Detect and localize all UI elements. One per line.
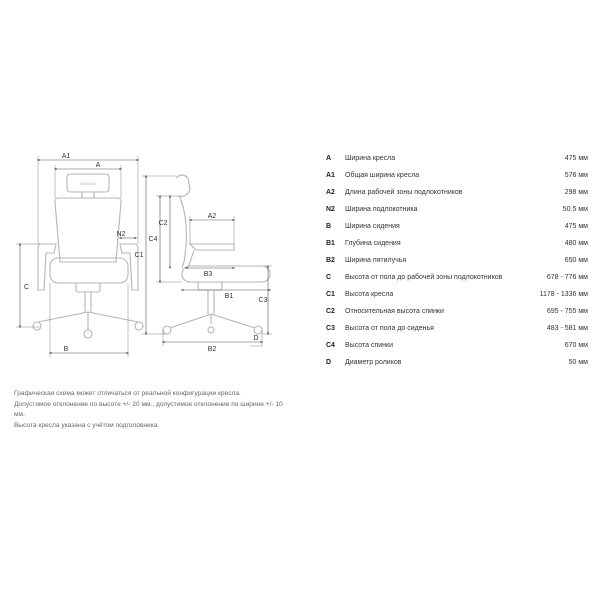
dim-label-A: A: [95, 162, 101, 169]
spec-value: 670 мм: [564, 342, 588, 349]
dim-label-C3: C3: [258, 297, 268, 304]
spec-row: [326, 337, 588, 354]
spec-code: C2: [326, 308, 335, 315]
side-headrest: [176, 175, 190, 196]
note-text: Графическая схема может отличаться от реальной конфигурации кресла.: [14, 390, 241, 397]
front-view-dimensions: [16, 156, 138, 357]
spec-row: [326, 218, 588, 235]
dim-label-C2: C2: [158, 220, 168, 227]
dim-label-D: D: [253, 335, 259, 342]
spec-row: [326, 235, 588, 252]
spec-row: [326, 167, 588, 184]
spec-code: C1: [326, 291, 335, 298]
side-seat: [182, 266, 270, 282]
front-backrest: [55, 198, 121, 262]
spec-value: 50.5 мм: [562, 206, 588, 213]
spec-code: D: [326, 359, 332, 366]
spec-name: Высота спинки: [345, 342, 394, 349]
spec-name: Глубина сидения: [345, 240, 401, 247]
dim-label-C4: C4: [148, 236, 158, 243]
spec-code: A1: [326, 172, 335, 179]
spec-row: [326, 150, 588, 167]
spec-code: C3: [326, 325, 335, 332]
dim-label-B1: B1: [224, 293, 234, 300]
note-text: Допустимое отклонение по высоте +/- 20 мм., допустимое отклонение по ширине +/- 10 мм.: [14, 400, 283, 419]
spec-row: [326, 286, 588, 303]
side-base-right-arm: [211, 314, 255, 328]
spec-code: A: [326, 155, 332, 162]
spec-row: [326, 320, 588, 337]
spec-name: Длина рабочей зоны подлокотников: [345, 189, 463, 196]
side-caster-right: [254, 326, 262, 334]
spec-name: Ширина подлокотника: [345, 206, 418, 213]
note-text: Высота кресла указана с учётом подголовника.: [14, 421, 160, 429]
spec-name: Ширина пятилучья: [345, 257, 407, 264]
spec-value: 695 - 755 мм: [546, 308, 588, 315]
spec-code: B2: [326, 257, 335, 264]
spec-value: 50 мм: [568, 359, 588, 366]
front-view-chair: [33, 174, 143, 338]
front-mechanism: [76, 283, 100, 292]
side-armrest: [190, 244, 234, 250]
dim-label-B: B: [63, 346, 69, 353]
side-backrest: [181, 200, 186, 268]
spec-row: [326, 303, 588, 320]
headrest-logo: SAMURAI: [80, 182, 96, 186]
spec-row: [326, 201, 588, 218]
spec-name: Относительная высота спинки: [345, 308, 444, 315]
side-mechanism: [198, 282, 222, 290]
spec-name: Высота от пола до сиденья: [345, 325, 434, 332]
spec-name: Высота от пола до рабочей зоны подлокотников: [345, 274, 503, 281]
spec-value: 298 мм: [564, 189, 588, 196]
dim-label-N2: N2: [116, 231, 126, 238]
spec-code: N2: [326, 206, 335, 213]
front-caster-center: [84, 330, 92, 338]
front-armrest-left: [38, 244, 56, 290]
front-caster-right: [135, 322, 143, 330]
side-view-chair: [163, 175, 270, 334]
spec-code: B: [326, 223, 332, 230]
dim-label-C: C: [24, 284, 30, 291]
side-view-dimensions: [142, 176, 272, 346]
dim-label-B3: B3: [203, 271, 213, 278]
spec-value: 475 мм: [564, 155, 588, 162]
spec-value: 678 - 776 мм: [546, 274, 588, 281]
dim-label-A2: A2: [207, 213, 217, 220]
dim-label-A1: A1: [61, 153, 71, 160]
side-caster-left: [163, 326, 171, 334]
spec-row: [326, 269, 588, 286]
spec-value: 650 мм: [564, 257, 588, 264]
dim-label-B2: B2: [207, 346, 217, 353]
spec-value: 483 - 581 мм: [546, 325, 588, 332]
spec-name: Ширина сидения: [345, 223, 400, 230]
spec-name: Ширина кресла: [345, 155, 396, 162]
spec-value: 1178 - 1336 мм: [539, 291, 588, 298]
spec-value: 576 мм: [564, 172, 588, 179]
side-base-left-arm: [170, 314, 211, 328]
spec-name: Высота кресла: [345, 291, 394, 298]
side-caster-center: [208, 327, 214, 333]
spec-row: [326, 252, 588, 269]
front-base-right-arm: [88, 312, 138, 322]
spec-row: [326, 184, 588, 201]
disclaimer-notes: [14, 389, 284, 431]
spec-code: C4: [326, 342, 335, 349]
dim-label-C1: C1: [134, 252, 144, 259]
spec-code: A2: [326, 189, 335, 196]
front-caster-left: [33, 322, 41, 330]
spec-code: B1: [326, 240, 335, 247]
spec-name: Диаметр роликов: [345, 359, 402, 366]
spec-row: [326, 354, 588, 371]
spec-value: 475 мм: [564, 223, 588, 230]
front-base-left-arm: [38, 312, 88, 322]
spec-code: C: [326, 274, 332, 281]
spec-name: Общая ширина кресла: [345, 172, 420, 179]
specifications-table: [326, 150, 588, 371]
spec-value: 480 мм: [564, 240, 588, 247]
